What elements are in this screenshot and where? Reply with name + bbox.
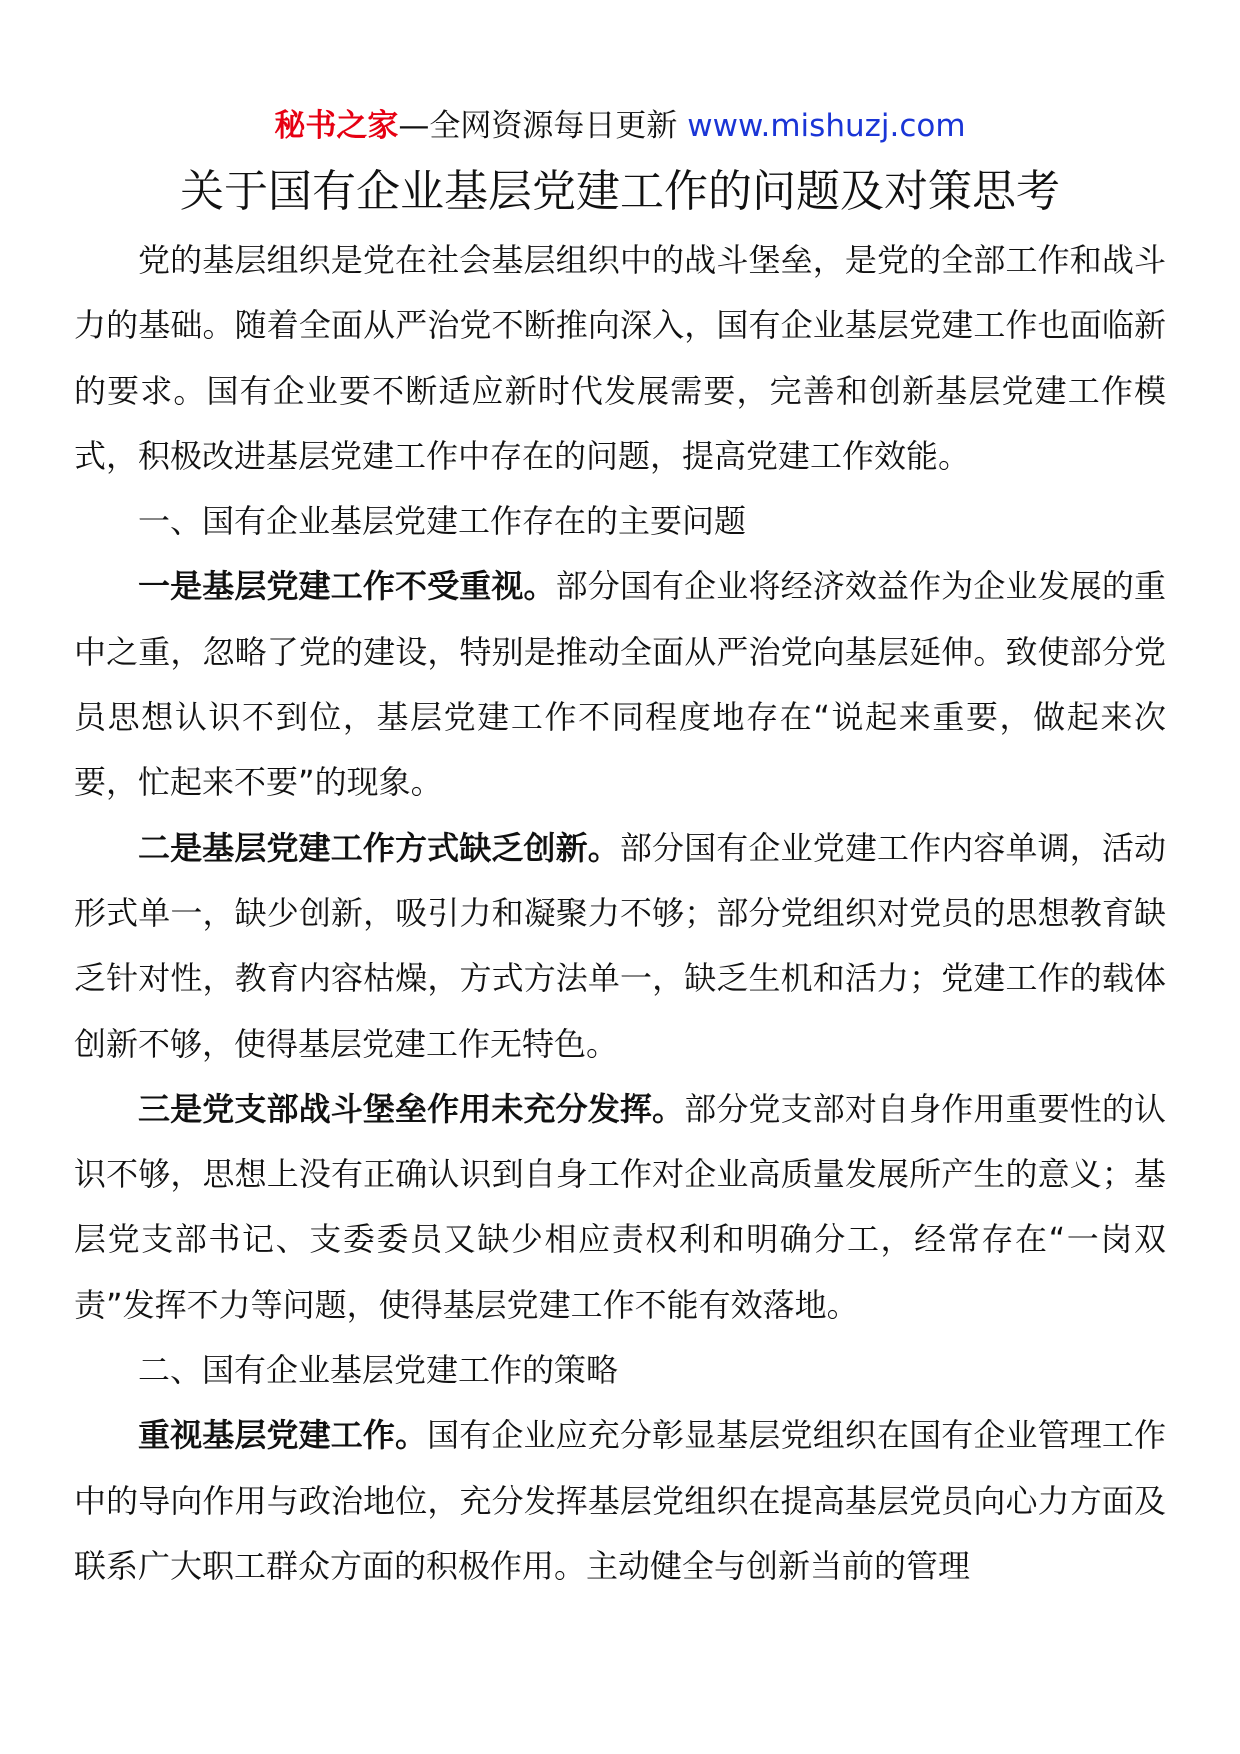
problem-lead-3: 三是党支部战斗堡垒作用未充分发挥。 <box>138 1089 685 1128</box>
section-heading-strategies: 二、国有企业基层党建工作的策略 <box>138 1351 619 1390</box>
strategy-lead-1: 重视基层党建工作。 <box>138 1416 428 1455</box>
brand-name: 秘书之家 <box>274 108 399 144</box>
document-title: 关于国有企业基层党建工作的问题及对策思考 <box>180 166 1060 217</box>
section-heading-problems: 一、国有企业基层党建工作存在的主要问题 <box>138 502 747 541</box>
strategy-paragraph-1 <box>74 1403 1166 1599</box>
problem-text-3: 部分党支部对自身作用重要性的认识不够，思想上没有正确认识到自身工作对企业高质量发展所产生的意义；基层党支部书记、支委委员又缺少相应责权利和明确分工，经常存在“一岗双责”发挥不力等问题，使得基层党建工作不能有效落地。 <box>74 1089 1166 1324</box>
problem-paragraph-2 <box>74 816 1166 1077</box>
problem-paragraph-3 <box>74 1077 1166 1338</box>
problem-lead-2: 二是基层党建工作方式缺乏创新。 <box>138 828 620 867</box>
site-url-link[interactable]: www.mishuzj.com <box>687 108 966 144</box>
site-header <box>0 104 1240 148</box>
problem-lead-1: 一是基层党建工作不受重视。 <box>138 567 556 606</box>
problem-paragraph-1 <box>74 554 1166 815</box>
document-body <box>74 228 1166 1599</box>
strategy-text-1: 国有企业应充分彰显基层党组织在国有企业管理工作中的导向作用与政治地位，充分发挥基层党组织在提高基层党员向心力方面及联系广大职工群众方面的积极作用。主动健全与创新当前的管理 <box>74 1416 1166 1585</box>
problem-text-1: 部分国有企业将经济效益作为企业发展的重中之重，忽略了党的建设，特别是推动全面从严治党向基层延伸。致使部分党员思想认识不到位，基层党建工作不同程度地存在“说起来重要，做起来次要，忙起来不要”的现象。 <box>74 567 1166 802</box>
brand-slogan: —全网资源每日更新 <box>398 108 678 144</box>
problem-text-2: 部分国有企业党建工作内容单调，活动形式单一，缺少创新，吸引力和凝聚力不够；部分党组织对党员的思想教育缺乏针对性，教育内容枯燥，方式方法单一，缺乏生机和活力；党建工作的载体创新不够，使得基层党建工作无特色。 <box>74 828 1166 1063</box>
intro-paragraph: 党的基层组织是党在社会基层组织中的战斗堡垒，是党的全部工作和战斗力的基础。随着全面从严治党不断推向深入，国有企业基层党建工作也面临新的要求。国有企业要不断适应新时代发展需要，完善和创新基层党建工作模式，积极改进基层党建工作中存在的问题，提高党建工作效能。 <box>74 241 1166 475</box>
